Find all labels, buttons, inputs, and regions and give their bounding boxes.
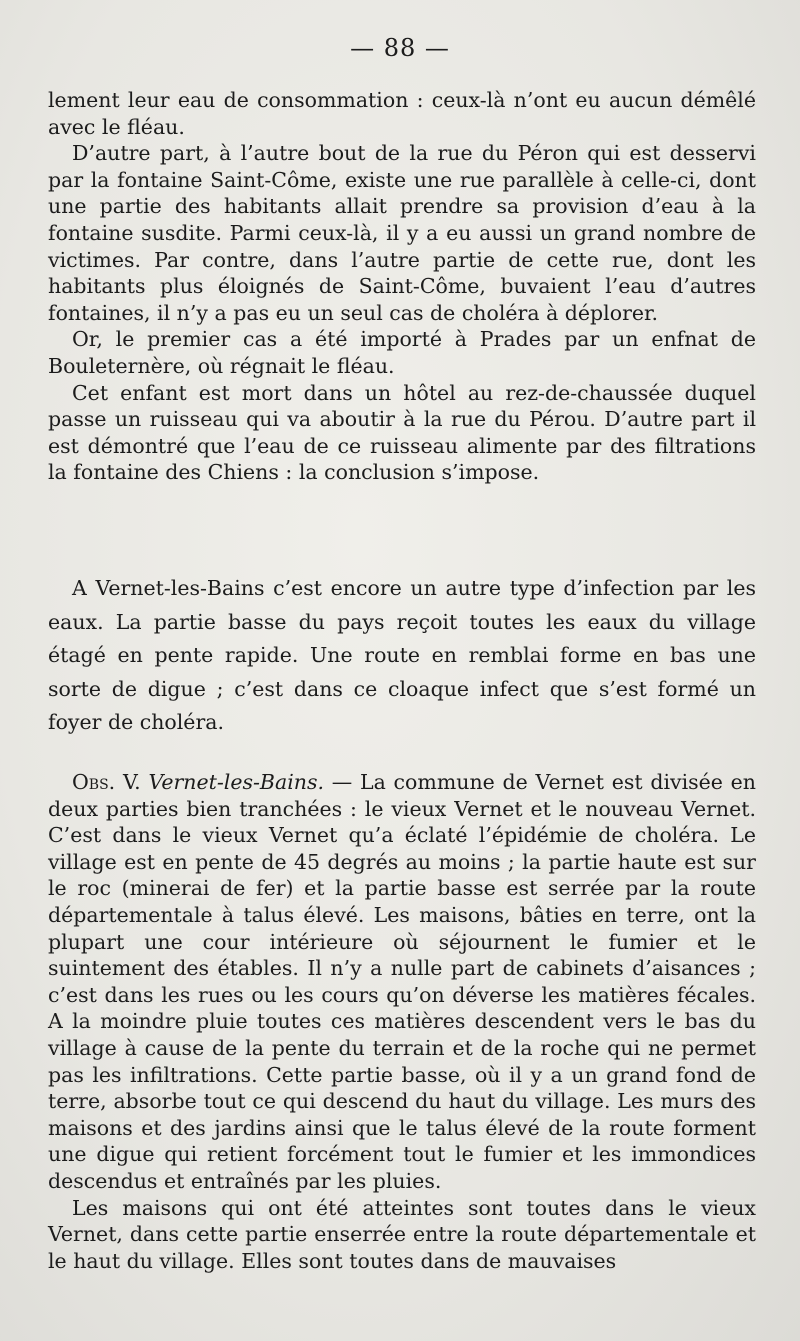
text-block-vernet-intro xyxy=(48,572,756,740)
observation-place: Vernet-les-Bains. xyxy=(148,770,325,794)
observation-label: Obs. V. xyxy=(72,770,141,794)
paragraph-continuation: lement leur eau de consommation : ceux-là n’ont eu aucun démêlé avec le fléau. xyxy=(48,88,756,139)
paragraph-enfant-mort: Cet enfant est mort dans un hôtel au rez-de-chaussée duquel passe un ruisseau qui va aboutir à la rue du Pérou. D’autre part il est démontré que l’eau de ce ruisseau alimente par des filtrations la fontaine des Chiens : la conclusion s’impose. xyxy=(48,380,756,485)
paragraph-maisons-atteintes: Les maisons qui ont été atteintes sont toutes dans le vieux Vernet, dans cette partie enserrée entre la route départementale et le haut du village. Elles sont toutes dans de mauvaises xyxy=(48,1195,756,1273)
text-block-top xyxy=(48,87,756,486)
page-number: — 88 — xyxy=(350,34,450,62)
text-block-observation xyxy=(48,769,756,1274)
paragraph-rue-du-peron: D’autre part, à l’autre bout de la rue du Péron qui est desservi par la fontaine Saint-Côme, existe une rue parallèle à celle-ci, dont une partie des habitants allait prendre sa provision d’eau à la fontaine susdite. Parmi ceux-là, il y a eu aussi un grand nombre de victimes. Par contre, dans l’autre partie de cette rue, dont les habitants plus éloignés de Saint-Côme, buvaient l’eau d’autres fontaines, il n’y a pas eu un seul cas de choléra à déplorer. xyxy=(48,141,756,325)
observation-text: — La commune de Vernet est divisée en deux parties bien tranchées : le vieux Vernet et le nouveau Vernet. C’est dans le vieux Vernet qu’a éclaté l’épidémie de choléra. Le village est en pente de 45 degrés au moins ; la partie haute est sur le roc (minerai de fer) et la partie basse est serrée par la route départementale à talus élevé. Les maisons, bâties en terre, ont la plupart une cour intérieure où séjournent le fumier et le suintement des étables. Il n’y a nulle part de cabinets d’aisances ; c’est dans les rues ou les cours qu’on déverse les matières fécales. A la moindre pluie toutes ces matières descendent vers le bas du village à cause de la pente du terrain et de la roche qui ne permet pas les infiltrations. Cette partie basse, où il y a un grand fond de terre, absorbe tout ce qui descend du haut du village. Les murs des maisons et des jardins ainsi que le talus élevé de la route forment une digue qui retient forcément tout le fumier et les immondices descendus et entraînés par les pluies. xyxy=(48,770,756,1193)
paragraph-premier-cas: Or, le premier cas a été importé à Prades par un enfnat de Bouleternère, où régnait le fléau. xyxy=(48,327,756,378)
paragraph-observation-v xyxy=(48,769,756,1195)
paragraph-vernet-infection: A Vernet-les-Bains c’est encore un autre type d’infection par les eaux. La partie basse du pays reçoit toutes les eaux du village étagé en pente rapide. Une route en remblai forme en bas une sorte de digue ; c’est dans ce cloaque infect que s’est formé un foyer de choléra. xyxy=(48,576,756,735)
